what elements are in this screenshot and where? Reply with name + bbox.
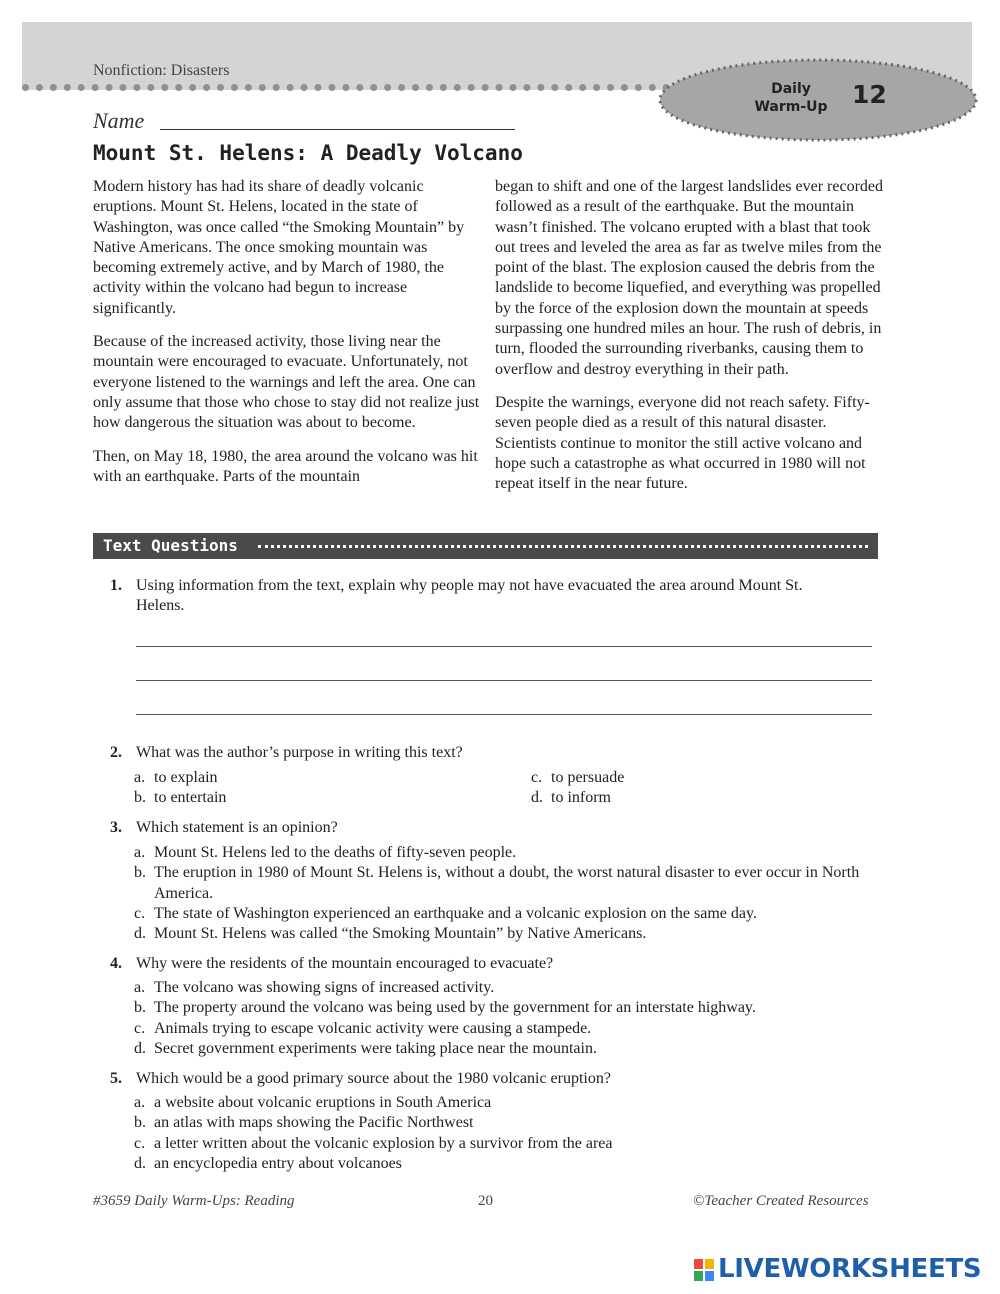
daily-warmup-badge	[652, 56, 978, 146]
option-letter: b.	[134, 999, 146, 1017]
passage-right-column	[495, 177, 885, 507]
option-text: Secret government experiments were taking place near the mountain.	[154, 1039, 597, 1057]
questions-header-label: Text Questions	[103, 536, 238, 555]
question-text: Which would be a good primary source about the 1980 volcanic eruption?	[136, 1070, 611, 1087]
question-number: 3.	[110, 819, 122, 836]
option-d[interactable]	[134, 924, 874, 944]
option-letter: b.	[134, 864, 146, 882]
question-number: 4.	[110, 955, 122, 972]
option-text: The property around the volcano was being used by the government for an interstate highway.	[154, 999, 756, 1017]
passage-left-column	[93, 177, 485, 500]
question-text: Why were the residents of the mountain encouraged to evacuate?	[136, 955, 554, 972]
question-number: 5.	[110, 1070, 122, 1087]
questions-header-bar	[93, 533, 878, 559]
option-text: a website about volcanic eruptions in South America	[154, 1094, 492, 1111]
option-text: The volcano was showing signs of increased activity.	[154, 979, 495, 996]
option-letter: c.	[134, 904, 146, 922]
option-text: to entertain	[154, 789, 227, 807]
option-text: an atlas with maps showing the Pacific Northwest	[154, 1114, 474, 1132]
option-text: Animals trying to escape volcanic activity were causing a stampede.	[154, 1019, 592, 1037]
page-number: 20	[478, 1193, 493, 1209]
option-text: Mount St. Helens was called “the Smoking Mountain” by Native Americans.	[154, 925, 647, 943]
badge-number: 12	[852, 80, 887, 109]
badge-label	[746, 80, 836, 116]
option-letter: a.	[134, 979, 146, 996]
section-label: Nonfiction: Disasters	[93, 62, 230, 79]
passage-paragraph: Because of the increased activity, those living near the mountain were encouraged to evacuate. Unfortunately, not everyone listened to the warnings and left the area. One can only assume that those who chose to stay did not realize just how dangerous the situation was about to become.	[93, 333, 480, 432]
logo-icon	[694, 1259, 714, 1281]
options-list	[531, 768, 831, 809]
option-d[interactable]	[134, 1039, 874, 1059]
options-list	[134, 843, 874, 944]
question-text: Which statement is an opinion?	[136, 819, 338, 836]
option-text: an encyclopedia entry about volcanoes	[154, 1154, 402, 1172]
options-list	[134, 978, 874, 1059]
option-c[interactable]	[134, 1019, 874, 1039]
option-text: to explain	[154, 769, 218, 786]
option-b[interactable]	[134, 863, 874, 904]
option-text: to persuade	[551, 769, 625, 786]
option-letter: c.	[134, 1019, 146, 1037]
option-b[interactable]	[134, 1113, 874, 1133]
question-number: 2.	[110, 744, 122, 761]
badge-label-text: Daily Warm-Up	[754, 81, 828, 115]
answer-line[interactable]	[136, 646, 872, 647]
option-letter: d.	[134, 1154, 146, 1172]
option-letter: a.	[134, 1094, 146, 1111]
option-b[interactable]	[134, 998, 874, 1018]
question-text: What was the author’s purpose in writing this text?	[136, 744, 463, 761]
option-c[interactable]	[531, 768, 831, 788]
option-letter: c.	[134, 1134, 146, 1152]
option-letter: c.	[531, 769, 543, 786]
option-a[interactable]	[134, 768, 434, 788]
option-letter: d.	[531, 789, 543, 807]
name-label: Name	[93, 108, 145, 133]
logo-square	[705, 1271, 714, 1281]
passage-paragraph: Modern history has had its share of deadly volcanic eruptions. Mount St. Helens, located in the state of Washington, was once called “the Smoking Mountain” by Native Americans. The once smoking mountain was becoming extremely active, and by March of 1980, the activity within the volcano had begun to increase significantly.	[93, 178, 465, 317]
option-text: a letter written about the volcanic explosion by a survivor from the area	[154, 1134, 613, 1152]
option-text: to inform	[551, 789, 611, 807]
answer-line[interactable]	[136, 714, 872, 715]
logo-text: LIVEWORKSHEETS	[718, 1254, 982, 1284]
header-dotted-rule	[22, 84, 712, 91]
question-text: Using information from the text, explain why people may not have evacuated the area around Mount St. Helens.	[136, 577, 803, 614]
option-c[interactable]	[134, 1134, 874, 1154]
option-letter: a.	[134, 769, 146, 786]
footer-left: #3659 Daily Warm-Ups: Reading	[93, 1193, 295, 1209]
option-c[interactable]	[134, 904, 874, 924]
footer-right: ©Teacher Created Resources	[693, 1193, 869, 1209]
answer-line[interactable]	[136, 680, 872, 681]
question-number: 1.	[110, 577, 122, 594]
option-d[interactable]	[531, 788, 831, 808]
option-text: Mount St. Helens led to the deaths of fifty-seven people.	[154, 844, 517, 861]
option-a[interactable]	[134, 1093, 874, 1113]
logo-square	[694, 1259, 703, 1269]
passage-paragraph: Then, on May 18, 1980, the area around the volcano was hit with an earthquake. Parts of the mountain	[93, 447, 478, 485]
logo-square	[694, 1271, 703, 1281]
option-b[interactable]	[134, 788, 434, 808]
option-text: The eruption in 1980 of Mount St. Helens is, without a doubt, the worst natural disaster to ever occur in North America.	[154, 864, 860, 902]
option-letter: d.	[134, 925, 146, 943]
name-answer-line[interactable]	[160, 129, 515, 130]
option-d[interactable]	[134, 1154, 874, 1174]
option-letter: d.	[134, 1039, 146, 1057]
passage-paragraph: Despite the warnings, everyone did not reach safety. Fifty-seven people died as a result of this natural disaster. Scientists continue to monitor the still active volcano and hope such a catastrophe as what occurred in 1980 will not repeat itself in the near future.	[495, 393, 870, 493]
options-list	[134, 768, 434, 809]
logo-square	[705, 1259, 714, 1269]
option-letter: b.	[134, 789, 146, 807]
option-text: The state of Washington experienced an earthquake and a volcanic explosion on the same day.	[154, 904, 757, 922]
option-a[interactable]	[134, 843, 874, 863]
option-a[interactable]	[134, 978, 874, 998]
option-letter: a.	[134, 844, 146, 861]
option-letter: b.	[134, 1114, 146, 1132]
questions-header-dots	[258, 545, 868, 548]
page-title: Mount St. Helens: A Deadly Volcano	[93, 141, 523, 165]
passage-paragraph: began to shift and one of the largest landslides ever recorded followed as a result of the earthquake. But the mountain wasn’t finished. The volcano erupted with a blast that took out trees and leveled the area as far as twelve miles from the point of the blast. The explosion caused the debris from the landslide to become liquefied, and everything was propelled by the force of the explosion down the mountain at speeds surpassing one hundred miles an hour. The rush of debris, in turn, flooded the surrounding riverbanks, causing them to overflow and destroy everything in their path.	[495, 178, 884, 378]
options-list	[134, 1093, 874, 1174]
